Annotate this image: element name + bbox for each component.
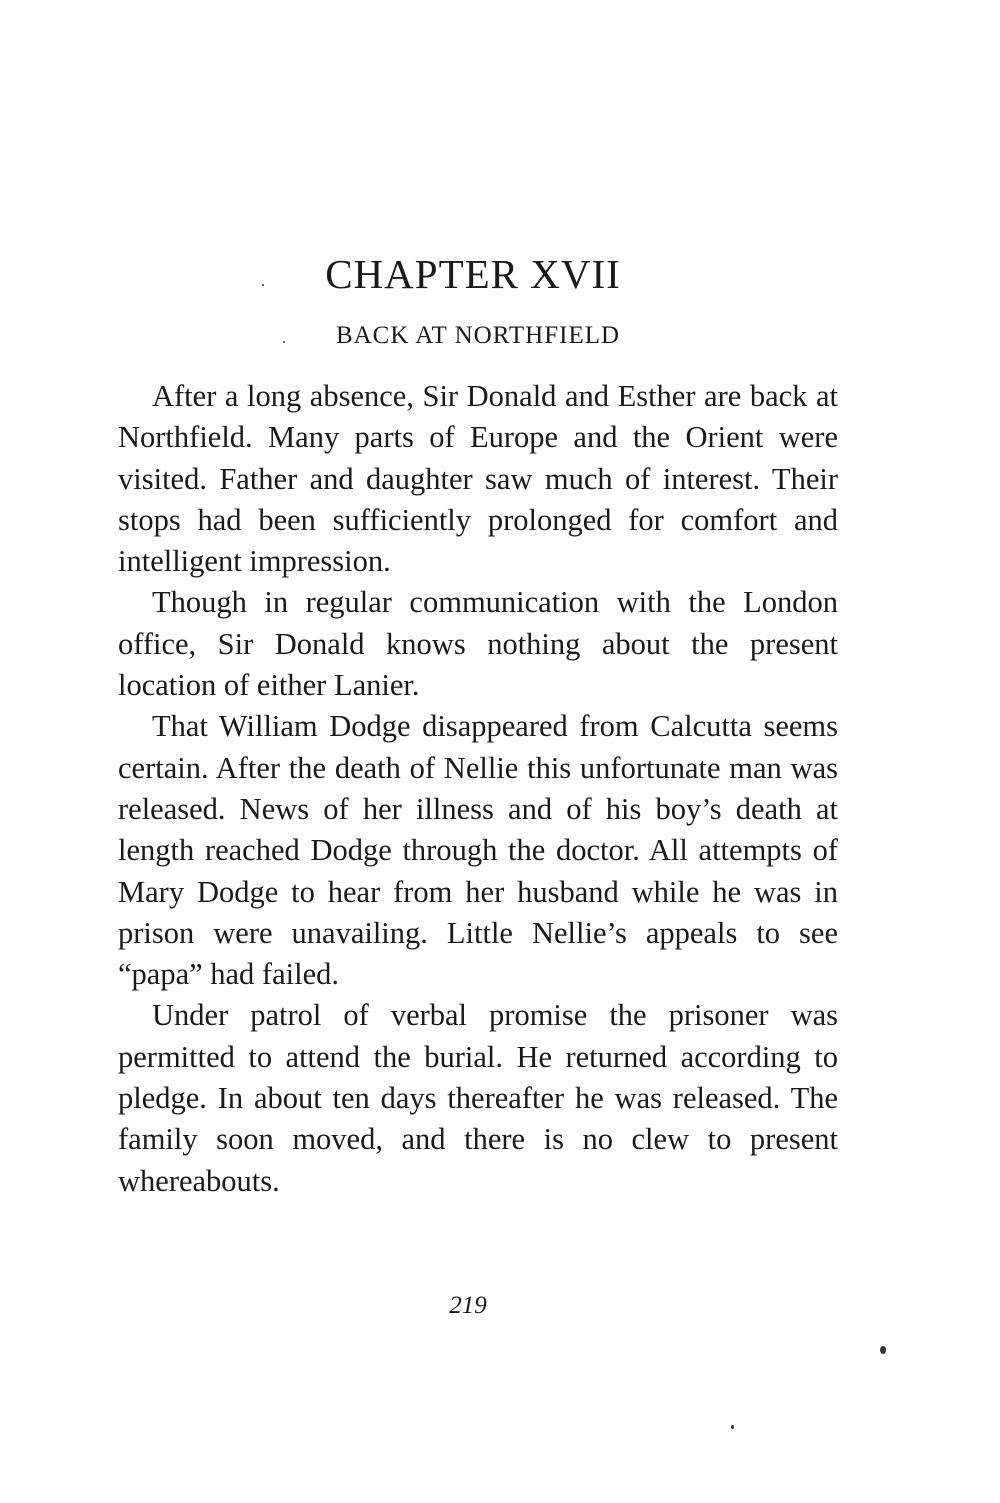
paragraph: Though in regular communication with the London office, Sir Donald knows nothing about the present location of either Lanier.: [118, 585, 838, 703]
paragraph: That William Dodge disappeared from Calcutta seems certain. After the death of Nellie this unfortunate man was released. News of her illness and of his boy’s death at length reached Dodge through the doctor. All attempts of Mary Dodge to hear from her husband while he was in prison were unavailing. Little Nellie’s appeals to see “papa” had failed.: [118, 709, 838, 992]
print-speck: [880, 1346, 886, 1354]
print-speck: [283, 341, 285, 343]
paragraph: After a long absence, Sir Donald and Esther are back at Northfield. Many parts of Europe and the Orient were visited. Father and daughter saw much of interest. Their stops had been sufficiently prolonged for comfort and intelligent impression.: [118, 379, 838, 579]
print-speck: [262, 284, 264, 286]
chapter-title: CHAPTER XVII: [325, 251, 621, 297]
print-speck: [731, 1425, 734, 1429]
chapter-body: [118, 376, 838, 1202]
page-number: 219: [449, 1292, 487, 1319]
paragraph: Under patrol of verbal promise the prisoner was permitted to attend the burial. He returned according to pledge. In about ten days thereafter he was released. The family soon moved, and there is no clew to present whereabouts.: [118, 998, 838, 1198]
chapter-subtitle: BACK AT NORTHFIELD: [335, 322, 621, 349]
